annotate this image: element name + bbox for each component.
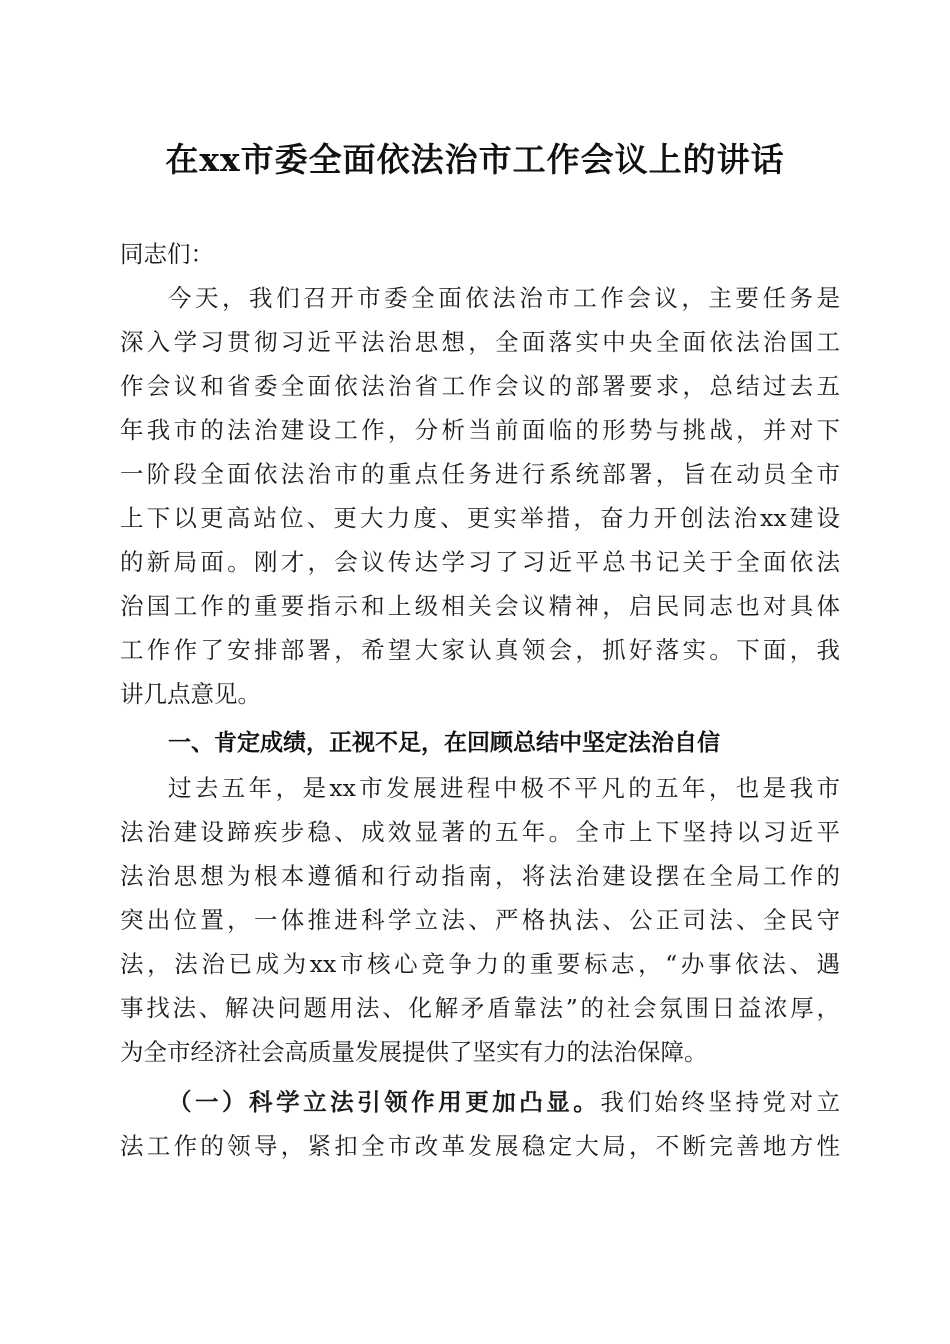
para1-line: 治国工作的重要指示和上级相关会议精神，启民同志也对具体 xyxy=(120,592,840,620)
para1-line: 工作作了安排部署，希望大家认真领会，抓好落实。下面，我 xyxy=(120,636,840,664)
document-title: 在xx市委全面依法治市工作会议上的讲话 xyxy=(165,140,785,179)
para1-line: 的新局面。刚才，会议传达学习了习近平总书记关于全面依法 xyxy=(120,548,840,576)
para3-line xyxy=(168,1080,840,1124)
para1-line: 讲几点意见。 xyxy=(120,680,261,708)
para1-line: 年我市的法治建设工作，分析当前面临的形势与挑战，并对下 xyxy=(120,416,840,444)
para3-line: 法工作的领导，紧扣全市改革发展稳定大局，不断完善地方性 xyxy=(120,1132,840,1160)
para1-line: 作会议和省委全面依法治省工作会议的部署要求，总结过去五 xyxy=(120,372,840,400)
para2-line: 法治建设蹄疾步稳、成效显著的五年。全市上下坚持以习近平 xyxy=(120,818,840,846)
para1-line: 深入学习贯彻习近平法治思想，全面落实中央全面依法治国工 xyxy=(120,328,840,356)
para2-line: 法，法治已成为xx市核心竞争力的重要标志，“办事依法、遇 xyxy=(120,950,840,978)
salutation: 同志们： xyxy=(120,240,214,268)
para1-line: 一阶段全面依法治市的重点任务进行系统部署，旨在动员全市 xyxy=(120,460,840,488)
para2-line: 过去五年，是xx市发展进程中极不平凡的五年，也是我市 xyxy=(168,774,840,802)
para3-text: 我们始终坚持党对立 xyxy=(600,1088,841,1116)
para2-line: 事找法、解决问题用法、化解矛盾靠法”的社会氛围日益浓厚， xyxy=(120,994,840,1022)
para1-line: 上下以更高站位、更大力度、更实举措，奋力开创法治xx建设 xyxy=(120,504,840,532)
para2-line: 法治思想为根本遵循和行动指南，将法治建设摆在全局工作的 xyxy=(120,862,840,890)
subsection-heading: （一）科学立法引领作用更加凸显。 xyxy=(168,1088,601,1116)
para2-line: 为全市经济社会高质量发展提供了坚实有力的法治保障。 xyxy=(120,1038,708,1066)
para1-line: 今天，我们召开市委全面依法治市工作会议，主要任务是 xyxy=(168,284,840,312)
section-heading: 一、肯定成绩，正视不足，在回顾总结中坚定法治自信 xyxy=(168,730,720,756)
para2-line: 突出位置，一体推进科学立法、严格执法、公正司法、全民守 xyxy=(120,906,840,934)
